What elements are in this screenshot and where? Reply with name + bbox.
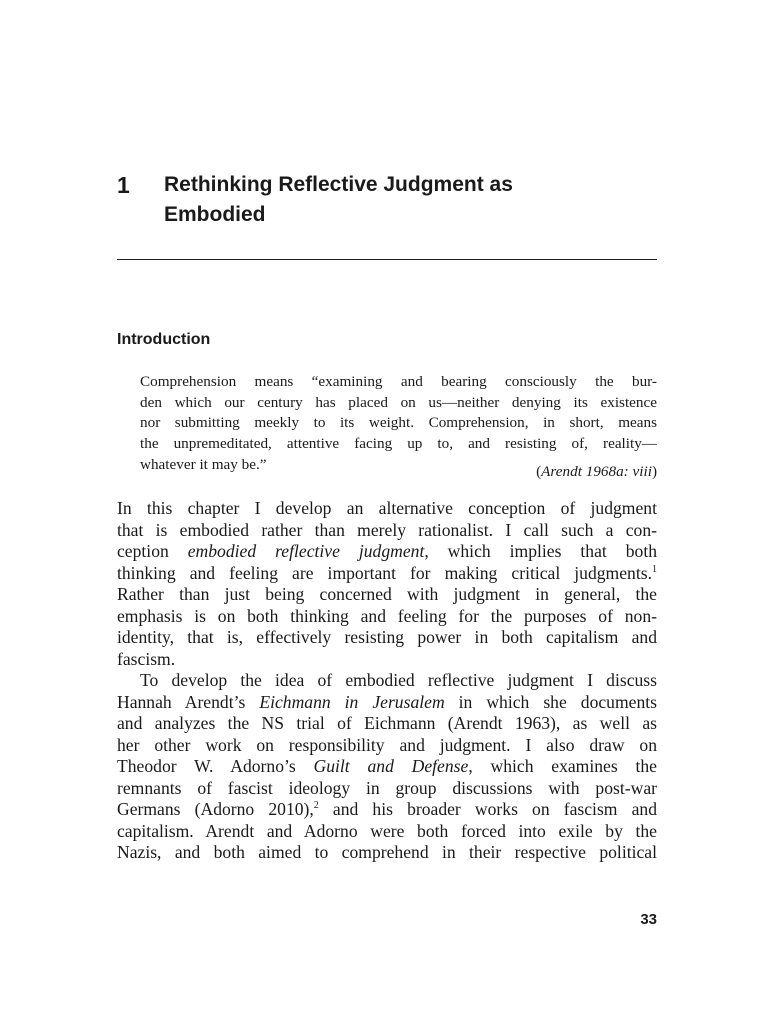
emphasis-text: embodied reflective judgment xyxy=(187,541,425,561)
text-run: Hannah Arendt’s xyxy=(117,691,260,712)
body-line: To develop the idea of embodied reflective judgment I discuss xyxy=(140,670,657,690)
body-line: identity, that is, effectively resisting power in both capitalism and xyxy=(117,627,657,647)
chapter-title-line: Embodied xyxy=(164,203,266,226)
footnote-marker[interactable]: 1 xyxy=(652,563,657,575)
epigraph-line: Comprehension means “examining and bearing consciously the bur- xyxy=(140,373,657,390)
text-run: ception xyxy=(117,541,188,561)
body-line: In this chapter I develop an alternative conception of judgment xyxy=(117,498,657,518)
text-run: and his broader works on fascism and xyxy=(318,799,657,819)
emphasis-text: Guilt and Defense xyxy=(313,756,469,776)
text-run: Theodor W. Adorno’s xyxy=(117,756,314,776)
text-run: in which she documents xyxy=(444,691,657,712)
body-line: Nazis, and both aimed to comprehend in their respective political xyxy=(117,842,657,862)
citation-paren: ( xyxy=(536,463,542,480)
chapter-title-line: Rethinking Reflective Judgment as xyxy=(164,173,513,196)
citation-paren: ) xyxy=(651,463,657,480)
body-line: that is embodied rather than merely rationalist. I call such a con- xyxy=(117,519,657,540)
footnote-marker[interactable]: 2 xyxy=(313,800,319,812)
body-line xyxy=(117,756,657,778)
body-line xyxy=(117,563,657,585)
body-line xyxy=(117,799,657,821)
citation-text: Arendt 1968a: viii xyxy=(541,463,652,480)
epigraph-quote xyxy=(140,372,657,476)
epigraph-citation xyxy=(140,462,657,482)
body-line: remnants of fascist ideology in group discussions with post-war xyxy=(117,777,657,798)
chapter-divider xyxy=(117,259,657,260)
body-line: and analyzes the NS trial of Eichmann (Arendt 1963), as well as xyxy=(117,713,657,733)
body-line: Rather than just being concerned with judgment in general, the xyxy=(117,584,657,604)
body-line: capitalism. Arendt and Adorno were both forced into exile by the xyxy=(117,820,657,841)
epigraph-line: nor submitting meekly to its weight. Comprehension, in short, means xyxy=(140,414,657,432)
body-text xyxy=(117,498,657,864)
chapter-number: 1 xyxy=(117,172,130,198)
emphasis-text: Eichmann in Jerusalem xyxy=(259,691,445,712)
body-line xyxy=(117,541,657,563)
body-line: fascism. xyxy=(117,648,176,669)
text-run: Germans (Adorno 2010), xyxy=(117,799,314,819)
page-number: 33 xyxy=(640,911,657,928)
body-line: her other work on responsibility and judgment. I also draw on xyxy=(117,734,657,755)
epigraph-line: the unpremeditated, attentive facing up to, and resisting of, reality— xyxy=(140,435,657,453)
text-run: , which implies that both xyxy=(424,541,658,561)
body-line: emphasis is on both thinking and feeling for the purposes of non- xyxy=(117,605,657,626)
body-line xyxy=(117,692,657,714)
epigraph-line: den which our century has placed on us—neither denying its existence xyxy=(140,393,657,411)
section-heading: Introduction xyxy=(117,331,211,348)
text-run: , which examines the xyxy=(468,756,657,776)
epigraph-line: whatever it may be.” xyxy=(140,455,267,473)
chapter-title xyxy=(164,170,624,230)
text-run: thinking and feeling are important for making critical judgments. xyxy=(117,562,652,583)
